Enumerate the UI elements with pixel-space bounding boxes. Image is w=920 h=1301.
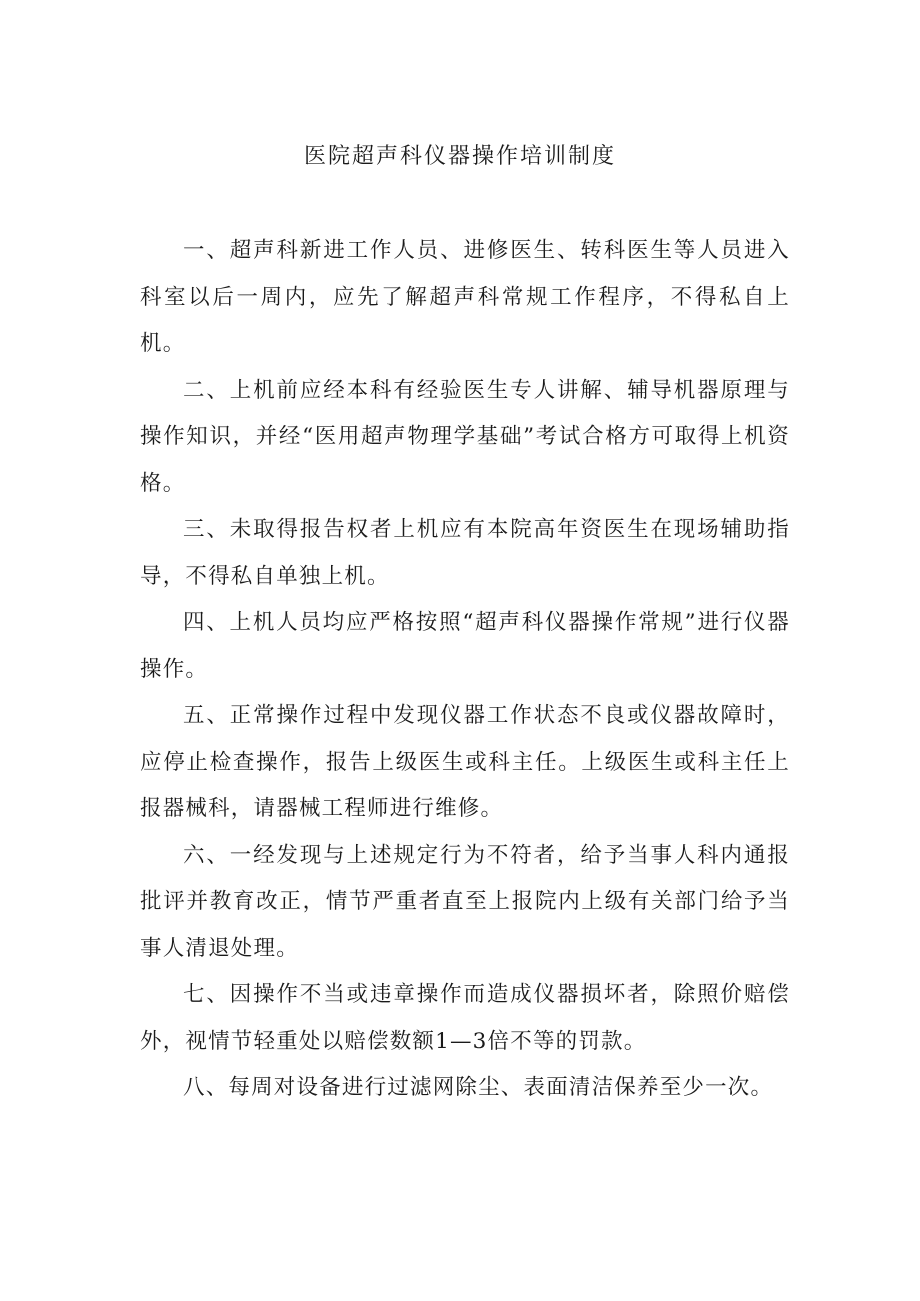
paragraph-1: 一、超声科新进工作人员、进修医生、转科医生等人员进入科室以后一周内，应先了解超声科常规工作程序，不得私自上机。: [140, 238, 790, 356]
paragraph-8: 八、每周对设备进行过滤网除尘、表面清洁保养至少一次。: [183, 1075, 774, 1100]
document-body: [140, 228, 790, 1112]
paragraph-6: 六、一经发现与上述规定行为不符者，给予当事人科内通报批评并教育改正，情节严重者直至上报院内上级有关部门给予当事人清退处理。: [140, 842, 790, 961]
paragraph-2: 二、上机前应经本科有经验医生专人讲解、辅导机器原理与操作知识，并经“医用超声物理学基础”考试合格方可取得上机资格。: [140, 377, 790, 496]
paragraph-4: 四、上机人员均应严格按照“超声科仪器操作常规”进行仪器操作。: [140, 610, 790, 682]
document-title: 医院超声科仪器操作培训制度: [303, 144, 616, 169]
paragraph-7: 七、因操作不当或违章操作而造成仪器损坏者，除照价赔偿外，视情节轻重处以赔偿数额1—3倍不等的罚款。: [140, 982, 790, 1054]
paragraph-5: 五、正常操作过程中发现仪器工作状态不良或仪器故障时，应停止检查操作，报告上级医生或科主任。上级医生或科主任上报器械科，请器械工程师进行维修。: [140, 703, 790, 821]
paragraph-3: 三、未取得报告权者上机应有本院高年资医生在现场辅助指导，不得私自单独上机。: [140, 517, 790, 589]
